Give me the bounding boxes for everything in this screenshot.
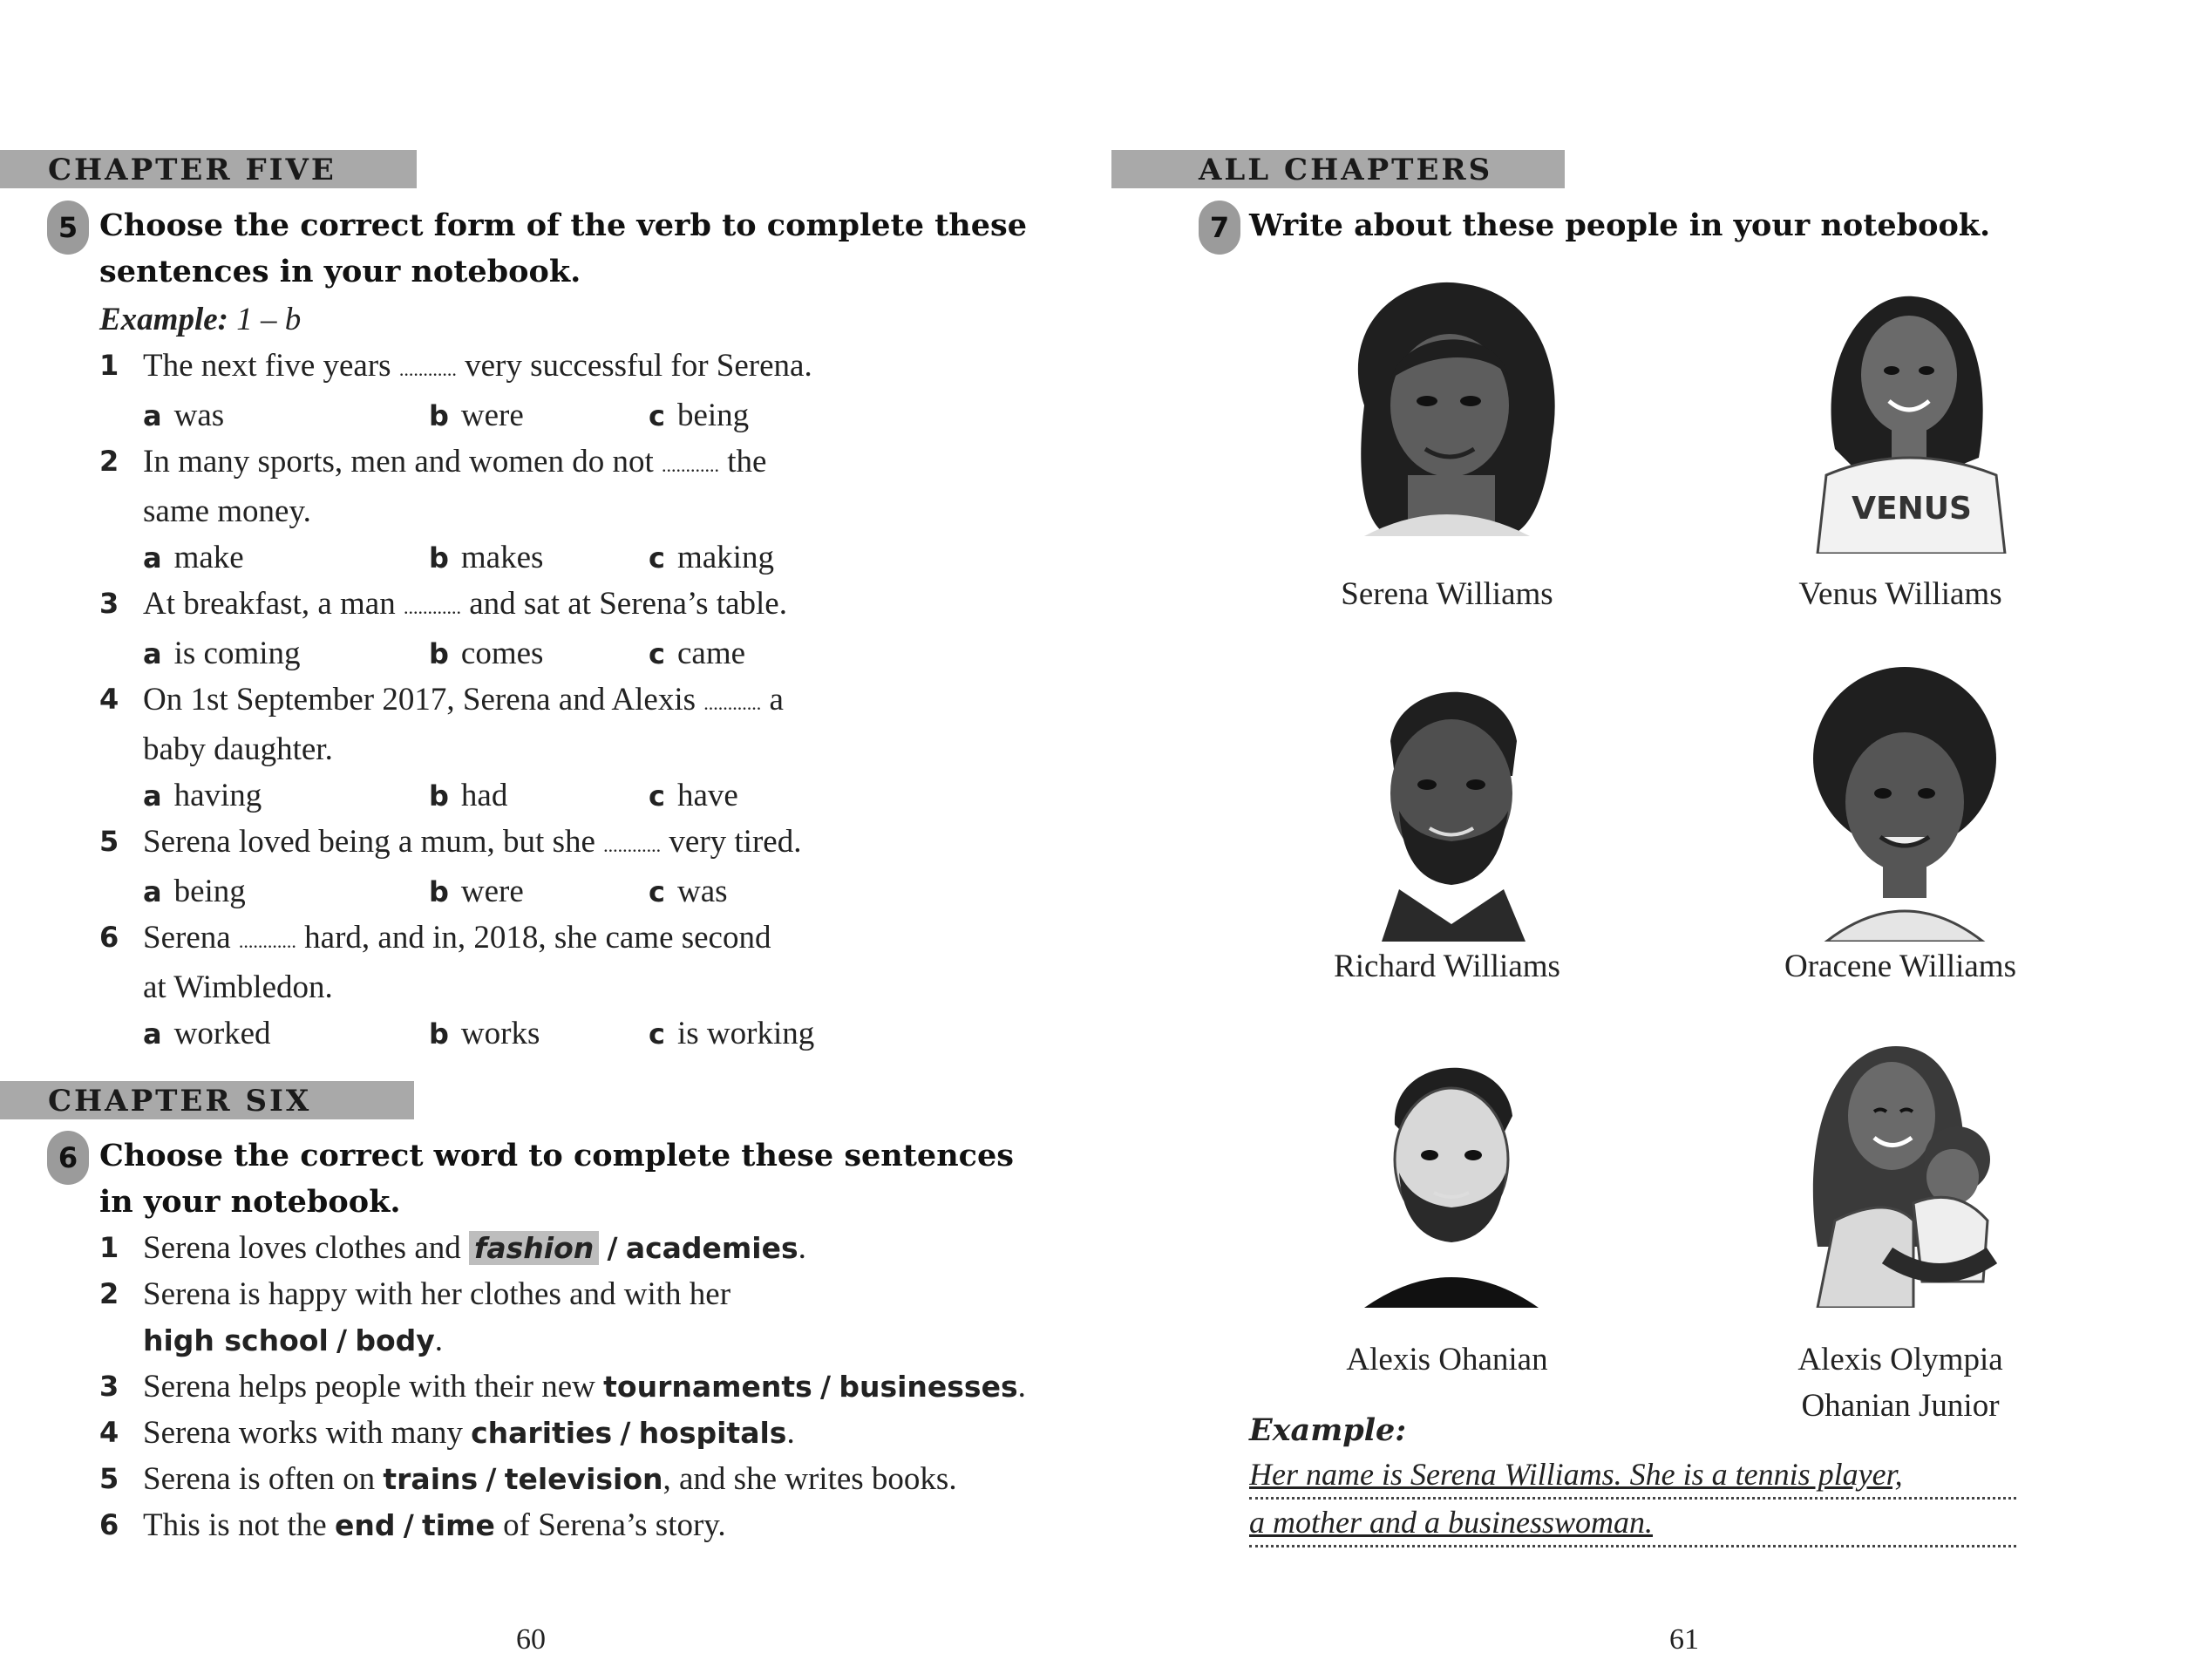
question-blank: ............ [398,358,457,380]
item-number: 4 [99,1416,119,1449]
item-number: 2 [99,1277,119,1310]
question-blank: ............ [603,834,662,856]
portrait-woman-curly-hair-icon [1783,663,2018,942]
name-oracene-williams: Oracene Williams [1784,949,2016,984]
name-alexis-olympia-line1: Alexis Olympia [1797,1342,2003,1377]
option-text: being [676,398,750,433]
question-blank: ............ [703,692,762,714]
item-text-before: Serena loves clothes and [143,1230,461,1266]
word-choice-1: charities [471,1416,613,1450]
option-letter: b [429,779,449,813]
exercise-7-example-label: Example: [1249,1412,1407,1448]
word-choice-1: end [334,1508,396,1542]
option-letter: b [429,1017,449,1051]
example-label: Example: [99,302,228,337]
question-5 [99,819,971,868]
option-a [143,1010,271,1058]
question-line2: at Wimbledon. [143,969,333,1005]
portrait-man-beard-icon [1329,663,1565,942]
word-separator: / [486,1462,497,1496]
word-separator: / [620,1416,631,1450]
name-alexis-ohanian: Alexis Ohanian [1346,1342,1548,1377]
item-number: 1 [99,1231,119,1264]
chapter-six-bar [0,1081,414,1119]
option-text: making [676,540,774,575]
exercise-5-example [99,296,301,343]
item-text-after: . [1017,1369,1026,1405]
question-text-after: a [769,682,784,718]
item-text-before: This is not the [143,1507,327,1543]
option-text: were [460,874,524,909]
question-number: 5 [99,825,119,858]
option-b [429,1010,540,1058]
item-1 [99,1225,1076,1271]
word-choice-1: fashion [469,1231,599,1265]
exercise-5-badge: 5 [47,201,89,255]
option-text: works [460,1016,540,1051]
item-number: 6 [99,1508,119,1541]
portrait-mother-baby-icon [1783,1029,2018,1308]
option-letter: c [649,637,665,670]
word-choice-1: tournaments [603,1370,812,1404]
question-4-options [99,772,971,819]
option-letter: c [649,875,665,908]
option-b [429,630,543,677]
word-choice-2: academies [625,1231,798,1265]
question-3-options [99,630,971,677]
option-a [143,392,224,439]
question-number: 4 [99,683,119,716]
option-text: were [460,398,524,433]
option-c [649,630,745,677]
question-text-after: very successful for Serena. [465,348,812,384]
question-blank: ............ [238,930,296,952]
option-letter: b [429,637,449,670]
question-line2: same money. [143,493,311,529]
portrait-man-short-beard-icon [1329,1029,1565,1308]
question-6 [99,915,971,1010]
portrait-oracene-williams [1783,663,2018,942]
option-text: make [173,540,244,575]
item-number: 3 [99,1370,119,1403]
option-letter: a [143,541,162,575]
option-letter: a [143,1017,162,1051]
portrait-richard-williams [1329,663,1565,942]
chapter-five-title: CHAPTER FIVE [48,153,336,187]
question-3 [99,581,971,630]
name-richard-williams: Richard Williams [1334,949,1560,984]
word-choice-2: time [422,1508,495,1542]
question-number: 2 [99,445,119,478]
word-separator: / [336,1323,348,1357]
option-text: makes [460,540,544,575]
portrait-serena-williams [1329,275,1565,554]
question-text-before: The next five years [143,348,391,384]
question-text-after: the [727,444,767,480]
option-text: having [173,778,262,813]
question-number: 6 [99,921,119,954]
question-text-after: and sat at Serena’s table. [469,586,787,622]
option-letter: a [143,399,162,432]
item-text-after: . [434,1323,444,1358]
exercise-7-example-answer [1249,1452,2016,1547]
word-choice-2: television [504,1462,663,1496]
option-b [429,534,543,582]
option-text: is working [676,1016,815,1051]
exercise-5-questions [99,343,971,1057]
option-text: worked [173,1016,271,1051]
exercise-6-badge: 6 [47,1131,89,1185]
chapter-six-title: CHAPTER SIX [48,1084,312,1119]
page-number-left: 60 [516,1623,546,1656]
example-answer-line2: a mother and a businesswoman. [1249,1500,2016,1547]
option-text: is coming [173,636,301,671]
question-text-before: On 1st September 2017, Serena and Alexis [143,682,696,718]
option-letter: a [143,875,162,908]
item-2 [99,1271,1076,1364]
option-letter: b [429,541,449,575]
chapter-five-bar [0,150,417,188]
name-alexis-olympia [1743,1337,2057,1429]
option-c [649,772,738,820]
option-a [143,534,244,582]
option-letter: c [649,399,665,432]
item-text-before: Serena is happy with her clothes and with her [143,1276,731,1312]
option-letter: c [649,1017,665,1051]
option-c [649,1010,814,1058]
item-text-after: . [798,1230,806,1266]
all-chapters-bar [1111,150,1565,188]
item-text-after: of Serena’s story. [503,1507,726,1543]
item-text-after: , and she writes books. [663,1461,957,1497]
option-b [429,772,507,820]
name-alexis-olympia-line2: Ohanian Junior [1801,1388,2000,1424]
word-choice-2: businesses [839,1370,1018,1404]
exercise-5-heading-line1: Choose the correct form of the verb to complete these [99,207,1027,243]
question-number: 1 [99,349,119,382]
option-text: comes [460,636,544,671]
question-1-options [99,392,971,439]
word-separator: / [403,1508,414,1542]
option-text: being [173,874,246,909]
name-venus-williams: Venus Williams [1798,576,2002,612]
word-separator: / [607,1231,618,1265]
option-letter: c [649,779,665,813]
exercise-7-heading: Write about these people in your notebook. [1249,207,1991,243]
item-text-before: Serena helps people with their new [143,1369,595,1405]
exercise-5-heading-line2: sentences in your notebook. [99,254,581,289]
question-text-after: hard, and in, 2018, she came second [304,920,771,956]
option-c [649,868,728,915]
question-1 [99,343,971,392]
item-text-before: Serena works with many [143,1415,463,1451]
item-number: 5 [99,1462,119,1495]
example-value: 1 – b [236,302,302,337]
question-blank: ............ [403,596,461,618]
option-text: was [676,874,728,909]
portrait-alexis-ohanian [1329,1029,1565,1308]
word-choice-2: body [355,1323,435,1357]
option-letter: a [143,637,162,670]
option-letter: a [143,779,162,813]
option-b [429,868,524,915]
question-text-after: very tired. [669,824,802,860]
portrait-alexis-olympia [1783,1029,2018,1308]
question-2-options [99,534,971,581]
question-text-before: Serena loved being a mum, but she [143,824,595,860]
option-text: was [173,398,225,433]
option-letter: c [649,541,665,575]
item-4 [99,1410,1076,1456]
item-6 [99,1502,1076,1548]
item-3 [99,1364,1076,1410]
question-text-before: At breakfast, a man [143,586,396,622]
portrait-woman-long-hair-icon [1329,275,1565,554]
word-choice-2: hospitals [638,1416,787,1450]
question-2 [99,439,971,534]
example-answer-line1: Her name is Serena Williams. She is a tennis player, [1249,1452,2016,1500]
option-a [143,868,246,915]
word-choice-1: high school [143,1323,329,1357]
question-text-before: In many sports, men and women do not [143,444,654,480]
exercise-6-heading-line2: in your notebook. [99,1184,401,1220]
question-line2: baby daughter. [143,731,333,767]
exercise-7-badge: 7 [1199,201,1240,255]
question-6-options [99,1010,971,1057]
option-text: had [460,778,508,813]
option-letter: b [429,875,449,908]
name-serena-williams: Serena Williams [1341,576,1553,612]
item-text-after: . [786,1415,795,1451]
exercise-5-heading [99,202,1027,295]
word-choice-1: trains [383,1462,479,1496]
question-blank: ............ [662,454,719,476]
option-a [143,772,262,820]
portrait-venus-williams [1783,275,2018,554]
page-number-right: 61 [1669,1623,1699,1656]
all-chapters-title: ALL CHAPTERS [1199,153,1493,187]
option-c [649,392,749,439]
word-separator: / [820,1370,832,1404]
option-b [429,392,524,439]
question-4 [99,677,971,772]
exercise-6-heading-line1: Choose the correct word to complete these sentences [99,1138,1014,1173]
portrait-woman-venus-shirt-icon [1783,275,2018,554]
exercise-6-heading [99,1132,1014,1225]
exercise-6-items [99,1225,1076,1548]
question-number: 3 [99,587,119,620]
shirt-text: VENUS [1852,491,1972,527]
option-a [143,630,301,677]
question-text-before: Serena [143,920,231,956]
option-text: have [676,778,738,813]
right-page [1094,0,2188,1680]
option-c [649,534,774,582]
question-5-options [99,868,971,915]
item-5 [99,1456,1076,1502]
option-letter: b [429,399,449,432]
item-text-before: Serena is often on [143,1461,376,1497]
option-text: came [676,636,746,671]
